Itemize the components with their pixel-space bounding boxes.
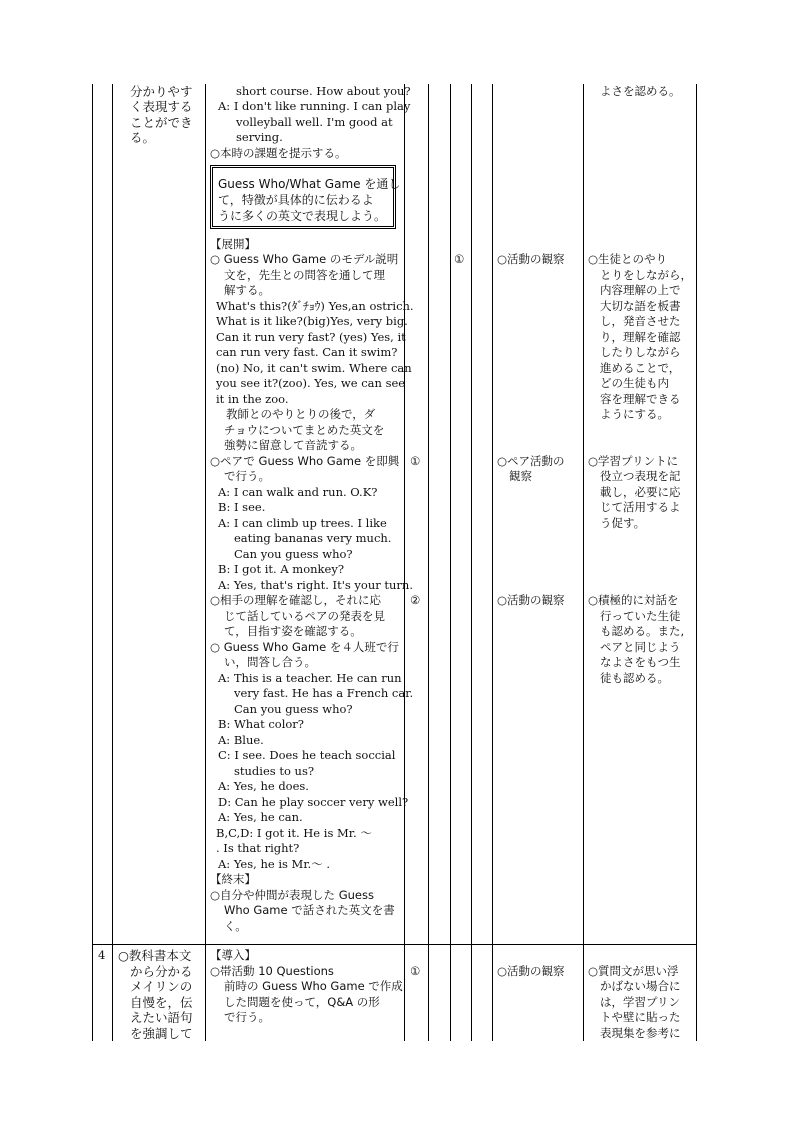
- activity-item: ○ Guess Who Game を４人班で行: [210, 640, 399, 654]
- activity-item: 強勢に留意して音読する。: [224, 438, 362, 452]
- mark-circle-1: ①: [410, 964, 421, 978]
- note-line: よさを認める。: [600, 84, 681, 98]
- objective-line: 自慢を，伝: [130, 995, 193, 1010]
- row-number: 4: [98, 948, 106, 962]
- grid-line: [404, 84, 405, 1041]
- activity-item: ○ Guess Who Game のモデル説明: [210, 252, 399, 266]
- note-line: も認める。また,: [600, 624, 685, 638]
- dialog-line: it in the zoo.: [216, 392, 289, 406]
- dialog-line: Can you guess who?: [234, 547, 353, 561]
- activity-item: ○帯活動 10 Questions: [210, 964, 334, 978]
- note-line: う促す。: [600, 516, 646, 530]
- objective-line: ことができ: [130, 115, 193, 130]
- dialog-line: A: This is a teacher. He can run: [218, 671, 402, 685]
- dialog-line: (no) No, it can't swim. Where can: [216, 361, 412, 375]
- dialog-line: serving.: [236, 130, 283, 144]
- note-line: は，学習プリン: [600, 995, 681, 1009]
- note-line: り，理解を確認: [600, 330, 681, 344]
- grid-line: [583, 84, 584, 1041]
- objective-line: えたい語句: [130, 1010, 193, 1025]
- note-line: どの生徒も内: [600, 376, 669, 390]
- objective-line: を強調して: [130, 1026, 193, 1041]
- dialog-line: B: I see.: [218, 500, 266, 514]
- activity-item: 教師とのやりとりの後で，ダ: [226, 407, 376, 421]
- grid-line: [492, 84, 493, 1041]
- activity-item: じて話しているペアの発表を見: [224, 609, 385, 623]
- note-line: ○生徒とのやり: [588, 252, 668, 266]
- goal-line: て，特徴が具体的に伝わるよ: [218, 193, 374, 207]
- evaluation-method: 観察: [509, 469, 532, 483]
- note-line: 進めることで，: [600, 361, 681, 375]
- dialog-line: volleyball well. I'm good at: [236, 115, 393, 129]
- dialog-line: A: Yes, he does.: [218, 779, 309, 793]
- dialog-line: studies to us?: [234, 764, 315, 778]
- dialog-line: B: What color?: [218, 717, 304, 731]
- dialog-line: A: Blue.: [218, 733, 264, 747]
- note-line: したりしながら: [600, 345, 681, 359]
- note-line: とりをしながら，: [600, 268, 692, 282]
- evaluation-method: ○活動の観察: [497, 252, 565, 266]
- note-line: 大切な語を板書: [600, 299, 681, 313]
- note-line: ○質問文が思い浮: [588, 964, 679, 978]
- objective-line: メイリンの: [130, 979, 193, 994]
- note-line: トや壁に貼った: [600, 1010, 681, 1024]
- activity-item: て，目指す姿を確認する。: [224, 624, 362, 638]
- mark-circle-2: ②: [410, 593, 421, 607]
- dialog-line: very fast. He has a French car.: [234, 686, 414, 700]
- grid-line: [450, 84, 451, 1041]
- note-line: 載し，必要に応: [600, 485, 681, 499]
- note-line: 容を理解できる: [600, 392, 681, 406]
- row-divider: [92, 944, 696, 945]
- goal-line: Guess Who/What Game を通し: [218, 177, 401, 191]
- dialog-line: you see it?(zoo). Yes, we can see: [216, 376, 406, 390]
- note-line: ○積極的に対話を: [588, 593, 679, 607]
- section-heading: 【導入】: [210, 948, 256, 962]
- activity-item: 解する。: [224, 283, 270, 297]
- evaluation-method: ○ペア活動の: [497, 454, 565, 468]
- evaluation-method: ○活動の観察: [497, 593, 565, 607]
- activity-item: ○相手の理解を確認し，それに応: [210, 593, 382, 607]
- activity-item: 文を，先生との問答を通して理: [224, 268, 385, 282]
- activity-item: ○本時の課題を提示する。: [210, 146, 347, 160]
- grid-line: [205, 84, 206, 1041]
- note-line: 表現集を参考に: [600, 1026, 681, 1040]
- dialog-line: C: I see. Does he teach soccial: [218, 748, 396, 762]
- dialog-line: . Is that right?: [216, 841, 300, 855]
- dialog-line: Can you guess who?: [234, 702, 353, 716]
- dialog-line: A: Yes, he is Mr.～ .: [218, 857, 331, 871]
- grid-line: [112, 84, 113, 1041]
- objective-line: から分かる: [130, 964, 193, 979]
- grid-line: [696, 84, 697, 1041]
- note-line: 行っていた生徒: [600, 609, 681, 623]
- note-line: 内容理解の上で: [600, 283, 681, 297]
- dialog-line: short course. How about you?: [236, 84, 411, 98]
- note-line: 徒も認める。: [600, 671, 669, 685]
- activity-item: ○自分や仲間が表現した Guess: [210, 888, 374, 902]
- grid-line: [92, 84, 93, 1041]
- section-heading: 【展開】: [210, 237, 256, 251]
- dialog-line: A: I can walk and run. O.K?: [218, 485, 378, 499]
- dialog-line: A: Yes, that's right. It's your turn.: [218, 578, 413, 592]
- activity-item: した問題を使って，Q&A の形: [224, 995, 380, 1009]
- note-line: 役立つ表現を記: [600, 469, 681, 483]
- dialog-line: eating bananas very much.: [234, 531, 392, 545]
- activity-item: い，問答し合う。: [224, 655, 316, 669]
- evaluation-method: ○活動の観察: [497, 964, 565, 978]
- mark-circle-1: ①: [454, 252, 465, 266]
- note-line: ようにする。: [600, 407, 669, 421]
- note-line: かばない場合に: [600, 979, 681, 993]
- section-heading: 【終末】: [210, 872, 256, 886]
- activity-item: ○ペアで Guess Who Game を即興: [210, 454, 400, 468]
- goal-line: うに多くの英文で表現しよう。: [218, 209, 387, 223]
- dialog-line: B: I got it. A monkey?: [218, 562, 344, 576]
- objective-line: 分かりやす: [130, 84, 193, 99]
- dialog-line: A: I don't like running. I can play: [218, 99, 411, 113]
- note-line: し，発音させた: [600, 314, 681, 328]
- activity-item: で行う。: [224, 1010, 270, 1024]
- activity-item: で行う。: [224, 469, 270, 483]
- note-line: ○学習プリントに: [588, 454, 679, 468]
- note-line: ペアと同じよう: [600, 640, 681, 654]
- activity-item: Who Game で話された英文を書: [224, 903, 395, 917]
- note-line: じて活用するよ: [600, 500, 681, 514]
- dialog-line: What's this?(ﾀﾞﾁｮｳ) Yes,an ostrich.: [216, 299, 414, 313]
- note-line: なよさをもつ生: [600, 655, 681, 669]
- activity-item: チョウについてまとめた英文を: [224, 423, 385, 437]
- dialog-line: A: Yes, he can.: [218, 810, 303, 824]
- dialog-line: B,C,D: I got it. He is Mr. ～: [216, 826, 372, 840]
- dialog-line: D: Can he play soccer very well?: [218, 795, 409, 809]
- dialog-line: can run very fast. Can it swim?: [216, 345, 398, 359]
- objective-line: ○教科書本文: [118, 948, 192, 963]
- dialog-line: A: I can climb up trees. I like: [218, 516, 387, 530]
- mark-circle-1: ①: [410, 454, 421, 468]
- objective-line: る。: [130, 130, 156, 145]
- activity-item: 前時の Guess Who Game で作成: [224, 979, 403, 993]
- grid-line: [471, 84, 472, 1041]
- dialog-line: What is it like?(big)Yes, very big.: [216, 314, 408, 328]
- objective-line: く表現する: [130, 99, 193, 114]
- activity-item: く。: [224, 919, 247, 933]
- dialog-line: Can it run very fast? (yes) Yes, it: [216, 330, 406, 344]
- grid-line: [428, 84, 429, 1041]
